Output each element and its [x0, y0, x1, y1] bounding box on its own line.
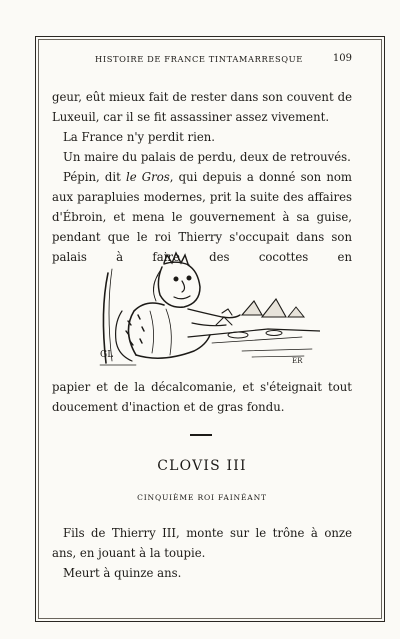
running-title: HISTOIRE DE FRANCE TINTAMARRESQUE: [95, 54, 303, 64]
text-block-top: [52, 87, 352, 267]
engraving-seated-king-folding-paper-icon: [92, 251, 320, 373]
pepin-text-after: , qui depuis a donné son nom aux parapluies modernes, prit la suite des affaires d'Ébroin, et mena le gouvernement à sa guise, pendant que le roi Thierry s'occupait dans son palais à faire des cocottes en: [52, 170, 352, 264]
section-divider: [190, 434, 212, 436]
text-block-bottom: [52, 523, 352, 583]
chapter-subtitle: CINQUIÈME ROI FAINÉANT: [137, 493, 267, 502]
paragraph-france: La France n'y perdit rien.: [63, 130, 215, 144]
chapter-title: CLOVIS III: [157, 458, 247, 474]
paragraph-papier: papier et de la décalcomanie, et s'éteignait tout doucement d'inaction et de gras fondu.: [52, 380, 352, 414]
page-number: 109: [332, 53, 352, 64]
signature-left: GL: [100, 350, 114, 360]
paragraph-fils: Fils de Thierry III, monte sur le trône à onze ans, en jouant à la toupie.: [52, 526, 352, 560]
signature-right: ER: [292, 357, 303, 365]
pepin-nickname: le Gros: [125, 170, 170, 184]
paragraph-meurt: Meurt à quinze ans.: [63, 566, 182, 580]
paragraph-continuation: geur, eût mieux fait de rester dans son couvent de Luxeuil, car il se fit assassiner assez vivement.: [52, 90, 352, 124]
text-block-after-illustration: [52, 377, 352, 417]
paragraph-maire: Un maire du palais de perdu, deux de retrouvés.: [63, 150, 351, 164]
pepin-text-before: Pépin, dit: [63, 170, 126, 184]
